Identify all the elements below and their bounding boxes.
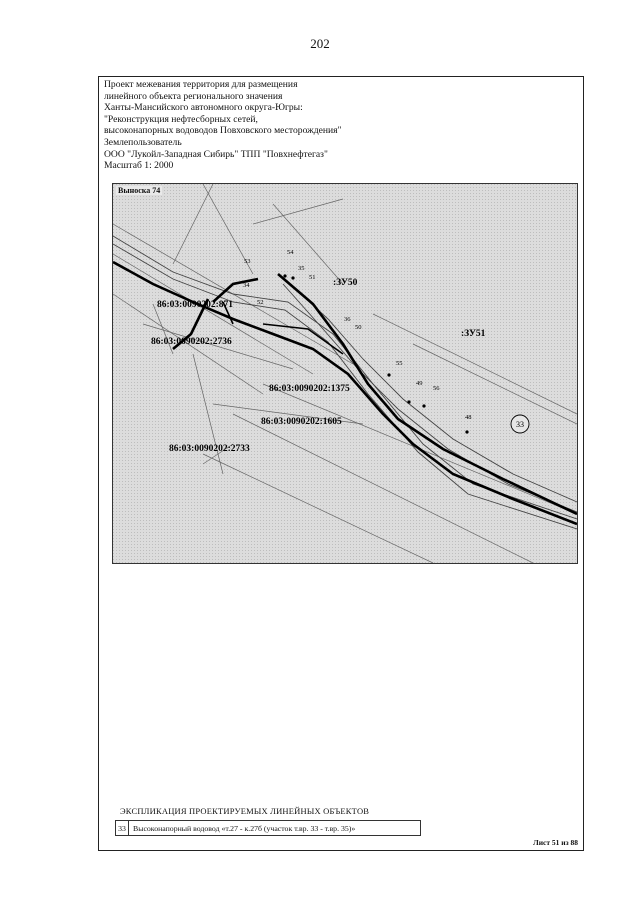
header-line: Масштаб 1: 2000 <box>104 160 174 172</box>
header-line: Землепользователь <box>104 136 182 148</box>
parcel-label: 86:03:0090202:2736 <box>151 337 232 347</box>
parcel-label: 86:03:0090202:1375 <box>269 384 350 394</box>
explication-title: ЭКСПЛИКАЦИЯ ПРОЕКТИРУЕМЫХ ЛИНЕЙНЫХ ОБЪЕКТОВ <box>120 806 370 816</box>
parcel-label: 86:03:0090202:2733 <box>169 444 250 454</box>
point-label: 35 <box>298 265 305 272</box>
map-callout <box>112 183 578 564</box>
point-label: 49 <box>416 380 423 387</box>
header-line: Ханты-Мансийского автономного округа-Югры: <box>104 102 303 114</box>
explication-row <box>115 820 421 836</box>
header-line: Проект межевания территория для размещения <box>104 79 298 90</box>
parcel-label: 86:03:0090202:1605 <box>261 417 342 427</box>
point-label: 55 <box>396 360 403 367</box>
point-label: 34 <box>243 282 250 289</box>
cadastral-map <box>113 184 577 563</box>
document-header <box>104 79 342 172</box>
explication-description: Высоконапорный водовод «т.27 - к.27б (участок т.вр. 33 - т.вр. 35)» <box>133 823 356 833</box>
point-label: 36 <box>344 316 351 323</box>
parcel-label: 86:03:0090202:871 <box>157 300 233 310</box>
point-label: 52 <box>257 299 264 306</box>
point-label: 48 <box>465 414 472 421</box>
header-line: "Реконструкция нефтесборных сетей, <box>104 113 258 125</box>
object-marker <box>511 415 529 433</box>
point-label: 51 <box>309 274 316 281</box>
point-label: 56 <box>433 385 440 392</box>
sheet-label: Лист 51 из 88 <box>533 838 578 847</box>
zone-label: :ЗУ51 <box>461 329 486 339</box>
header-line: ООО "Лукойл-Западная Сибирь" ТПП "Повхнефтегаз" <box>104 148 328 160</box>
page-number: 202 <box>310 36 330 51</box>
header-line: линейного объекта регионального значения <box>104 90 283 102</box>
header-line: высоконапорных водоводов Повховского месторождения" <box>104 125 342 137</box>
point-label: 54 <box>287 249 294 256</box>
explication-number: 33 <box>116 821 129 835</box>
zone-label: :ЗУ50 <box>333 278 358 288</box>
callout-title: Выноска 74 <box>118 186 161 195</box>
object-number: 33 <box>516 420 524 429</box>
point-label: 50 <box>355 324 362 331</box>
point-label: 53 <box>244 258 251 265</box>
